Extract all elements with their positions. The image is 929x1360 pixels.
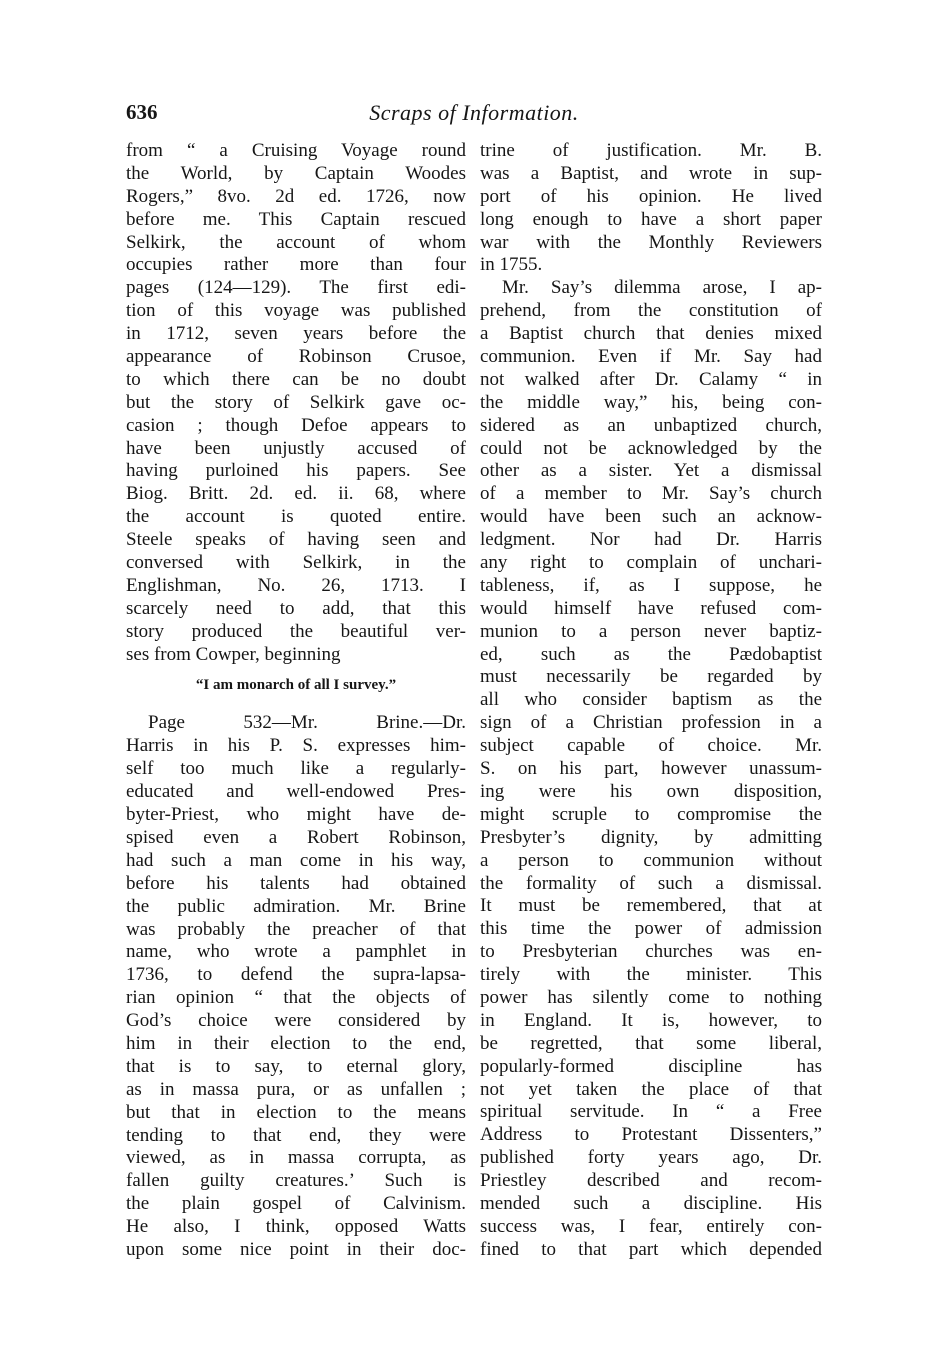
text-line: the public admiration. Mr. Brine [126, 895, 466, 917]
text-line: fallen guilty creatures.’ Such is [126, 1170, 466, 1192]
text-line: port of his opinion. He lived [480, 185, 822, 207]
text-line: Rogers,” 8vo. 2d ed. 1726, now [126, 185, 466, 207]
text-line: a person to communion without [480, 849, 822, 871]
text-line: He also, I think, opposed Watts [126, 1216, 466, 1238]
text-line: might scruple to compromise the [480, 803, 822, 825]
text-line: of a member to Mr. Say’s church [480, 483, 822, 505]
text-line: mended such a discipline. His [480, 1192, 822, 1214]
text-line: other as a sister. Yet a dismissal [480, 460, 822, 482]
text-line: munion to a person never baptiz- [480, 620, 822, 642]
text-line: in England. It is, however, to [480, 1009, 822, 1031]
text-line: before his talents had obtained [126, 872, 466, 894]
text-line: to Presbyterian churches was en- [480, 941, 822, 963]
text-line: published forty years ago, Dr. [480, 1147, 822, 1169]
text-line: power has silently come to nothing [480, 986, 822, 1008]
text-line: tion of this voyage was published [126, 300, 466, 322]
text-line: Mr. Say’s dilemma arose, I ap- [502, 277, 822, 299]
text-line: all who consider baptism as the [480, 689, 822, 711]
text-line: 1736, to defend the supra-lapsa- [126, 964, 466, 986]
text-line: byter-Priest, who might have de- [126, 804, 466, 826]
text-line: ed, such as the Pædobaptist [480, 643, 822, 665]
text-line: S. on his part, however unassum- [480, 758, 822, 780]
text-line: the formality of such a dismissal. [480, 872, 822, 894]
text-line: Address to Protestant Dissenters,” [480, 1124, 822, 1146]
text-line: success was, I fear, entirely con- [480, 1215, 822, 1237]
text-line: pages (124—129). The first edi- [126, 277, 466, 299]
text-line: him in their election to the end, [126, 1032, 466, 1054]
text-line: this time the power of admission [480, 918, 822, 940]
text-line: but the story of Selkirk gave oc- [126, 391, 466, 413]
text-line: name, who wrote a pamphlet in [126, 941, 466, 963]
text-line: a Baptist church that denies mixed [480, 323, 822, 345]
page-number: 636 [126, 100, 158, 124]
text-line: in 1712, seven years before the [126, 323, 466, 345]
text-line: Priestley described and recom- [480, 1170, 822, 1192]
text-line: popularly-formed discipline has [480, 1055, 822, 1077]
text-line: that is to say, to eternal glory, [126, 1055, 466, 1077]
text-line: ing were his own disposition, [480, 780, 822, 802]
text-line: sign of a Christian profession in a [480, 712, 822, 734]
text-line: any right to complain of unchari- [480, 552, 822, 574]
text-line: would himself have refused com- [480, 597, 822, 619]
text-line: communion. Even if Mr. Say had [480, 346, 822, 368]
text-line: God’s choice were considered by [126, 1010, 466, 1032]
text-line: as in massa pura, or as unfallen ; [126, 1078, 466, 1100]
text-line: upon some nice point in their doc- [126, 1238, 466, 1260]
text-line: spiritual servitude. In “ a Free [480, 1101, 822, 1123]
text-line: ledgment. Nor had Dr. Harris [480, 529, 822, 551]
text-line: appearance of Robinson Crusoe, [126, 346, 466, 368]
text-line: must necessarily be regarded by [480, 666, 822, 688]
text-line: fined to that part which depended [480, 1238, 822, 1260]
text-line: trine of justification. Mr. B. [480, 140, 822, 161]
text-line: but that in election to the means [126, 1101, 466, 1123]
text-line: scarcely need to add, that this [126, 597, 466, 619]
text-line: rian opinion “ that the objects of [126, 987, 466, 1009]
text-line: from “ a Cruising Voyage round [126, 140, 466, 161]
text-line: self too much like a regularly- [126, 758, 466, 780]
text-line: occupies rather more than four [126, 254, 466, 276]
text-line: long enough to have a short paper [480, 208, 822, 230]
text-line: was probably the preacher of that [126, 918, 466, 940]
text-line: tending to that end, they were [126, 1124, 466, 1146]
text-line: prehend, from the constitution of [480, 300, 822, 322]
text-line: educated and well-endowed Pres- [126, 781, 466, 803]
text-line: tableness, if, as I suppose, he [480, 574, 822, 596]
text-line: before me. This Captain rescued [126, 208, 466, 230]
text-line: would have been such an acknow- [480, 506, 822, 528]
running-title: Scraps of Information. [369, 100, 579, 125]
text-line: to which there can be no doubt [126, 368, 466, 390]
text-line: the World, by Captain Woodes [126, 162, 466, 184]
text-line: was a Baptist, and wrote in sup- [480, 162, 822, 184]
page-header [126, 100, 822, 130]
text-line: Presbyter’s dignity, by admitting [480, 826, 822, 848]
text-line: spised even a Robert Robinson, [126, 826, 466, 848]
text-line: Harris in his P. S. expresses him- [126, 735, 466, 757]
text-line: subject capable of choice. Mr. [480, 735, 822, 757]
text-line: It must be remembered, that at [480, 895, 822, 917]
text-line: having purloined his papers. See [126, 460, 466, 482]
text-line: in 1755. [480, 254, 543, 276]
text-line: not yet taken the place of that [480, 1078, 822, 1100]
text-line: “I am monarch of all I survey.” [195, 677, 397, 694]
text-line: had such a man come in his way, [126, 849, 466, 871]
text-line: the middle way,” his, being con- [480, 391, 822, 413]
text-line: Englishman, No. 26, 1713. I [126, 574, 466, 596]
text-line: casion ; though Defoe appears to [126, 414, 466, 436]
text-line: sidered as an unbaptized church, [480, 414, 822, 436]
text-line: ses from Cowper, beginning [126, 643, 341, 665]
text-line: Selkirk, the account of whom [126, 231, 466, 253]
text-line: conversed with Selkirk, in the [126, 552, 466, 574]
text-line: tirely with the minister. This [480, 964, 822, 986]
text-line: Steele speaks of having seen and [126, 529, 466, 551]
right-column [480, 140, 822, 1262]
text-line: story produced the beautiful ver- [126, 620, 466, 642]
text-line: be regretted, that some liberal, [480, 1032, 822, 1054]
text-line: Page 532—Mr. Brine.—Dr. [148, 712, 466, 734]
left-column [126, 140, 466, 1262]
text-line: viewed, as in massa corrupta, as [126, 1147, 466, 1169]
text-line: war with the Monthly Reviewers [480, 231, 822, 253]
text-line: the plain gospel of Calvinism. [126, 1193, 466, 1215]
text-line: have been unjustly accused of [126, 437, 466, 459]
text-line: could not be acknowledged by the [480, 437, 822, 459]
text-line: Biog. Britt. 2d. ed. ii. 68, where [126, 483, 466, 505]
text-line: the account is quoted entire. [126, 506, 466, 528]
text-line: not walked after Dr. Calamy “ in [480, 368, 822, 390]
